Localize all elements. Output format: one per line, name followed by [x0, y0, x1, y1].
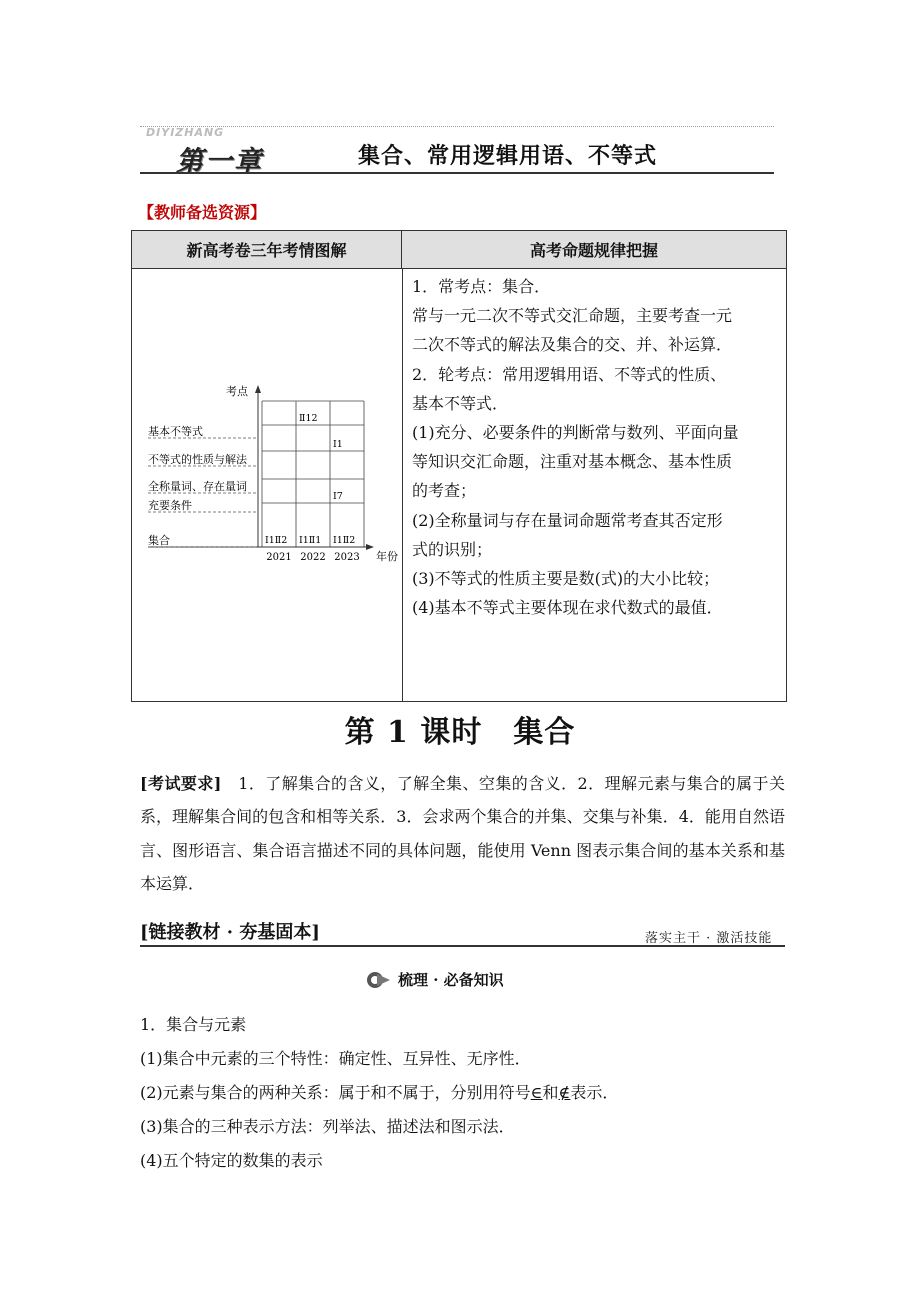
exam-chart [140, 381, 402, 571]
chapter-pinyin: DIYIZHANG [146, 126, 225, 139]
y-axis-arrow [255, 385, 261, 393]
table-divider [402, 269, 403, 701]
category-label: 基本不等式 [148, 425, 203, 438]
y-axis-label: 考点 [226, 385, 248, 398]
data-cell-label: Ⅰ1Ⅱ2 [265, 535, 288, 546]
section-subtitle: 落实主干 · 激活技能 [645, 931, 773, 946]
pattern-line: 等知识交汇命题，注重对基本概念、基本性质 [412, 452, 733, 472]
subsection-label: 梳理 · 必备知识 [398, 971, 504, 989]
data-cell-label: Ⅰ7 [333, 491, 343, 502]
pattern-line: (4)基本不等式主要体现在求代数式的最值． [412, 598, 723, 618]
data-cell-label: Ⅰ1Ⅱ2 [333, 535, 356, 546]
exam-analysis-table [131, 230, 787, 702]
chapter-label: 第一章 [176, 146, 263, 177]
category-label: 集合 [148, 534, 170, 547]
pattern-line: (3)不等式的性质主要是数(式)的大小比较； [412, 569, 720, 589]
body-line: (4)五个特定的数集的表示 [140, 1151, 323, 1170]
x-tick-label: 2023 [334, 552, 360, 563]
body-text: 表示． [570, 1083, 619, 1102]
pattern-line: 式的识别； [412, 539, 493, 559]
exam-requirements [140, 767, 785, 901]
data-cell-label: Ⅰ1Ⅱ1 [299, 535, 322, 546]
header-dotted-rule [140, 126, 774, 127]
pattern-line: 常与一元二次不等式交汇命题，主要考查一元 [412, 306, 733, 326]
pattern-line: 的考查； [412, 481, 477, 501]
x-tick-label: 2022 [300, 552, 326, 563]
pattern-line: 二次不等式的解法及集合的交、并、补运算． [412, 335, 733, 355]
body-line [140, 1080, 618, 1103]
subsection-heading [366, 969, 504, 990]
exam-chart-svg [140, 381, 402, 571]
section-title: [链接教材 · 夯基固本] [140, 922, 320, 943]
pattern-line: 基本不等式． [412, 393, 509, 413]
x-axis-arrow [366, 544, 374, 550]
body-text: (2)元素与集合的两种关系：属于和不属于，分别用符号 [140, 1083, 531, 1102]
symbol-in: ∈ [530, 1083, 543, 1102]
category-label: 充要条件 [148, 499, 192, 512]
section-rule [140, 945, 785, 947]
exam-requirements-text: 1．了解集合的含义，了解全集、空集的含义．2．理解元素与集合的属于关系，理解集合间的包含和相等关系．3．会求两个集合的并集、交集与补集．4．能用自然语言、图形语言、集合语言描述不同的具体问题，能使用 Venn 图表示集合间的基本关系和基本运算． [140, 774, 785, 894]
body-line: (1)集合中元素的三个特性：确定性、互异性、无序性． [140, 1049, 531, 1068]
table-header-right: 高考命题规律把握 [402, 231, 786, 269]
teacher-resource-label: 【教师备选资源】 [138, 203, 267, 222]
chapter-title: 集合、常用逻辑用语、不等式 [358, 143, 658, 169]
data-cell-label: Ⅱ12 [299, 413, 318, 424]
exam-requirements-tag: [考试要求] [140, 774, 222, 793]
pattern-line: (2)全称量词与存在量词命题常考查其否定形 [412, 510, 723, 530]
lesson-title: 第 1 课时 集合 [344, 715, 576, 750]
category-label: 不等式的性质与解法 [148, 453, 247, 466]
pattern-line: (1)充分、必要条件的判断常与数列、平面向量 [412, 423, 739, 443]
category-label: 全称量词、存在量词 [148, 480, 247, 493]
header-rule [140, 172, 774, 174]
symbol-not-in: ∉ [558, 1083, 571, 1102]
body-line: (3)集合的三种表示方法：列举法、描述法和图示法． [140, 1117, 515, 1136]
pattern-line: 2．轮考点：常用逻辑用语、不等式的性质、 [412, 364, 727, 384]
data-cell-label: Ⅰ1 [333, 439, 343, 450]
x-axis-label: 年份 [376, 550, 398, 563]
exam-pattern-text [412, 272, 782, 622]
body-line: 1．集合与元素 [140, 1015, 247, 1034]
table-header-left: 新高考卷三年考情图解 [132, 231, 402, 269]
pattern-line: 1．常考点：集合． [412, 277, 551, 296]
arrow-circle-icon [366, 971, 392, 989]
x-tick-label: 2021 [266, 552, 292, 563]
body-text: 和 [542, 1083, 559, 1102]
